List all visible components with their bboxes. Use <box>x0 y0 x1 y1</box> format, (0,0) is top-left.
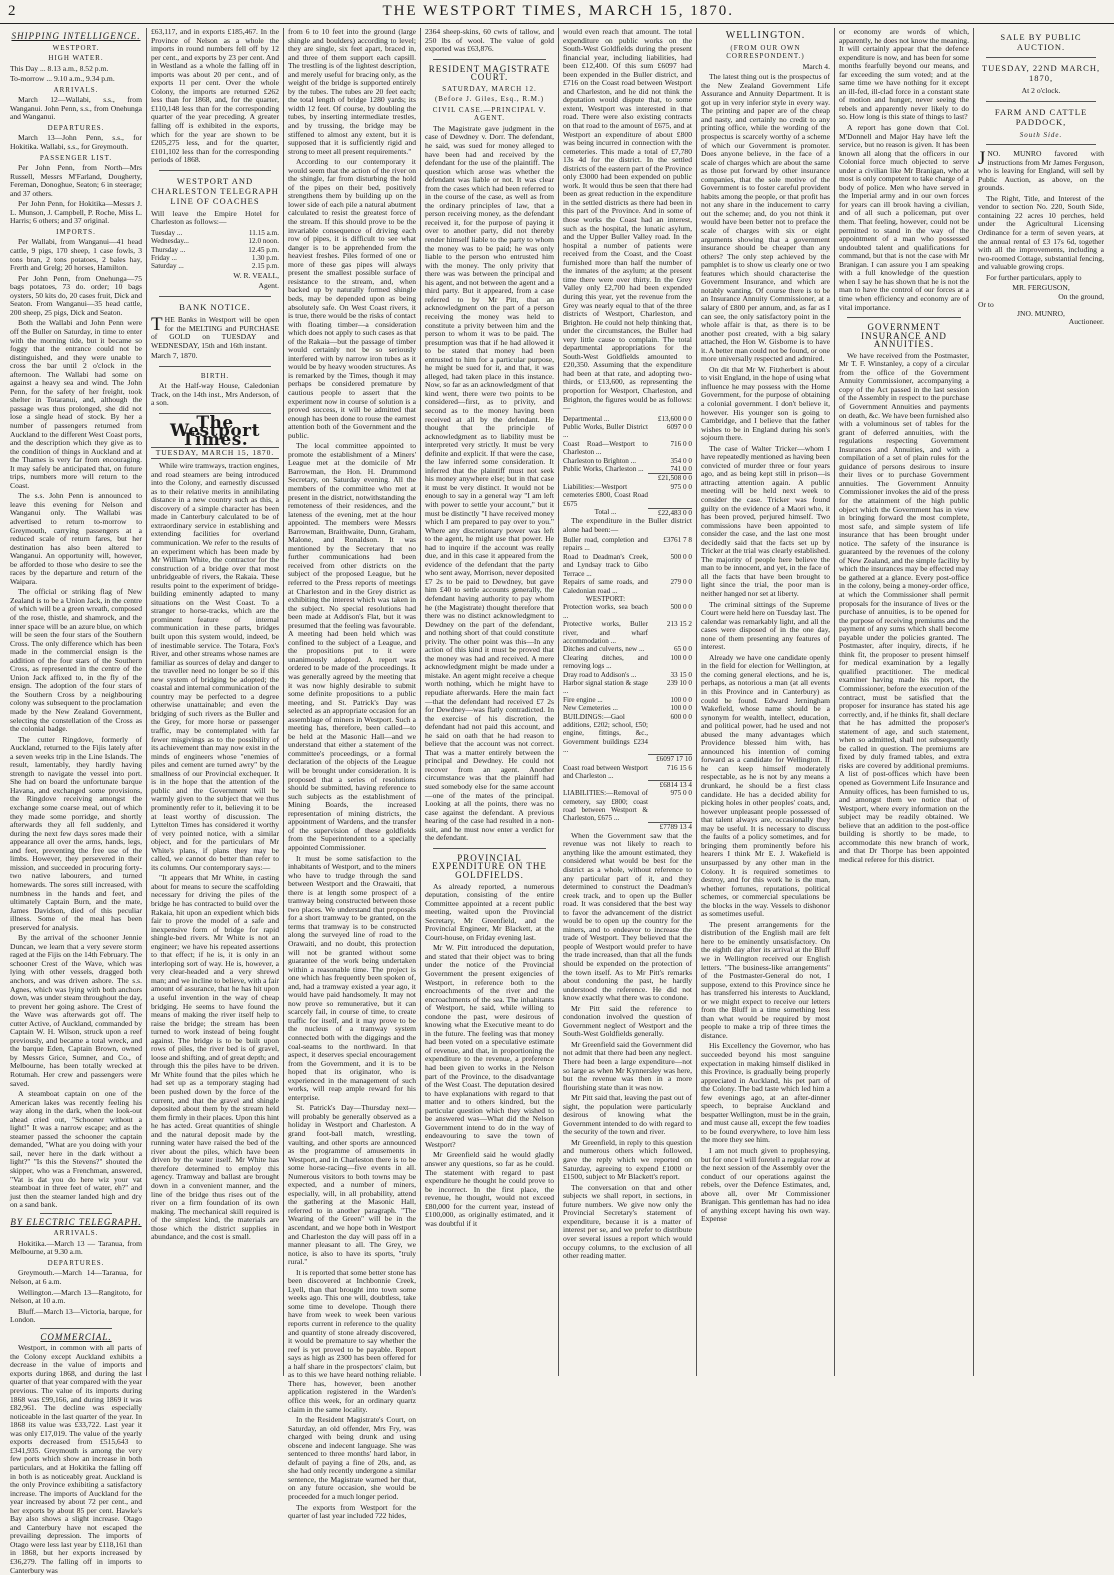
table-cell-amount: £21,508 0 0 <box>648 474 692 483</box>
timetable-day: Saturday ... <box>151 262 184 271</box>
news-para: St. Patrick's Day—Thursday next—will probably be generally observed as a holiday in Westport and Charleston. A grand foot-ball match, wrestling, vaulting, and other sports are announced as the programme of amusements in Westport, and in Charleston there is to be some horse-racing—five events in all. Numerous visitors to both towns may be expected, and a number of miners, especially, will, in all probability, attend the gathering at the Masonic Hall, referred to in another paragraph. "The Wearing of the Green" will be in the ascendant, and we hope both in Westport and Charleston the day will pass off in a manner pleasant to all. The Grey, we notice, is also to have its sports, "truly rural." <box>288 1103 416 1267</box>
table-cell-amount: £6097 17 10 <box>648 755 692 764</box>
news-para: The local committee appointed to promote the establishment of a Miners' League met at the domicile of Mr Barrowman, the Hon. H. Drummond Secretary, on Saturday evening. All the members of the committee who met at present in the district, notwithstanding the remoteness of their residences, and the lateness of the evening, met at the hour appointed. The members were Messrs Barrowman, Braithwaite, Dunn, Graham, Malone, and Ronaldson. It was mentioned by the Secretary that no further communications had been received from other districts on the subject of the proposed League, but he referred to the Press reports of meetings at Charleston and in the Grey district as exhibiting the interest which was taken in the subject. No special resolutions had been made at Addison's Flat, but it was presumed that the feeling was favourable. A meeting had been held which was confined to the subject of a League, and the propositions put to it were unanimously adopted. A report was ordered to be made of the proceedings. It was generally agreed by the meeting that it was now highly desirable to submit some definite propositions to a public meeting, and St. Patrick's Day was selected as an appropriate occasion for an assemblage of miners in Westport. Such a meeting has, therefore, been called—to be held at the Masonic Hall—and we understand that either a statement of the committee's proceedings, or a formal declaration of the objects of the League will be brought under consideration. It is proposed that a series of resolutions should be submitted, having reference to such subjects as the establishment of Mining Boards, the increased representation of mining districts, the appointment of Wardens, and the transfer of the supervision of these goldfields from the Superintendent to a specially appointed Commissioner. <box>288 441 416 852</box>
wellington-para: Already we have one candidate openly in the field for election for Wellington, at the coming general elections, and he is, perhaps, as notorious a man (at all events in this Province and in Canterbury) as could be found. Edward Jerningham Wakefield, whose name should be a synonym for wealth, intellect, education, and political power, had he used and not abused the many advantages which Providence blessed him with, has announced his intention of coming forward as a candidate for Wellington. If he can keep himself moderately respectable, as he is not by any means a drunkard, he should be a first class candidate. He has a decided ability for picking holes in other peoples' coats, and, however unpleasant people possessed of that talent always are, occasionally they may be useful. It is necessary to discuss the faults of a policy sometimes, and for bringing them prominently before his hearers I think Mr E. J. Wakefield is unsurpassed by any other man in the Colony. It is required sometimes to destroy, and for this work he is the man, whether fortunes, reputations, political schemes, or commercial speculations be the blocks in the way. Vessels to dishonor as sometimes useful. <box>701 652 830 919</box>
table-cell-label: Coast road between Westport and Charleston ... <box>563 763 648 780</box>
timetable-time: 12.0 noon. <box>248 237 279 246</box>
port-heading: WESTPORT. <box>52 43 100 52</box>
court-bench: (Before J. Giles, Esq., R.M.) <box>434 95 545 104</box>
coach-signature: W. R. VEALL, <box>233 270 279 280</box>
column-expenditure <box>558 28 696 1376</box>
table-row <box>563 679 692 696</box>
column-notices <box>146 28 283 1376</box>
insurance-para: We have received from the Postmaster, Mr T. F. Winstanley, a copy of a circular from the office of the Government Annuity Commissioner, accompanying a copy of the Act passed in the last session of the Assembly in respect to the purchase of Government Annuities and payments on death, &c. We have been furnished also with a voluminous set of tables for the grant of deferred annuities, with the regulations respecting Government Insurances and Annuities, and with a compilation of a set of plain rules for the guidance of persons desirous to insure their lives or to purchase Government annuities. The Government Annuity Commissioner invokes the aid of the press for the attainment of the high public object which the Government has in view in bringing forward the most complete, most safe, and simple system of life insurance that has been brought under notice. The safety of the insurance is guaranteed by the revenues of the colony of New Zealand, and the simple facility by which the insurances may be effected may be gathered at a glance. Every post-office in the colony, being a money-order office, at which the Commissioner shall permit proposals for the insurance of lives or the purchase of annuities, is to be opened for the purpose of receiving premiums and the payment of any sums which shall become payable under the policies granted. The Postmaster, after inquiry, directs, if he think fit, the proposer to present himself for medical examination by a legally qualified practitioner. The medical examiner having made his report, the Commissioner, before the execution of the contract, must be satisfied that the proposer for insurance has stated his age correctly, and, if he thinks fit, shall declare that he has admitted the proposer's statement of age, and such statement, when so admitted, shall not subsequently be called in question. The premiums are fixed by duly framed tables, and extra risks are covered by additional premiums. A list of post-offices which have been opened as Government Life Insurance and Annuity offices, has been furnished to us, and amongst them we notice that of Westport, where every information on the subject may be readily obtained. We believe that an addition to the post-office building is shortly to be made, to accommodate this new branch of work, and that Dr Thorpe has been appointed medical referee for this district. <box>839 350 969 864</box>
news-para: A steamboat captain on one of the American lakes was recently feeling his way along in the dark, when the look-out ahead cried out, "Schooner without a light!" It was a narrow escape; and as the steamer passed the schooner the captain demanded, "What are you doing with your sail, never here in the dark without a light?" "Is this the Stevens?" shouted the skipper, who was a Frenchman, answered, "Vat is dat you do here wiz your vat steamboat in three feet of water, eh?" and just then the steamer landed high and dry on a sand bank. <box>10 1089 142 1210</box>
news-para: The cutter Ringdove, formerly of Auckland, returned to the Fijis lately after a seven weeks trip in the Line Islands. The result, lamentably, they hardly having strength to navigate the vessel into port. She had on board the unfortunate barque Havana, and exchanged some provisions, the Ringdove receiving amongst the exchange some coarse meal, out of which they made some porridge, and shortly afterwards they all fell suddenly, and during the next few days sores made their appearance all over the arms, hands, legs, and feet, preventing the free use of the limbs. However, they persevered in their mission, and succeeded in procuring forty-two native labourers, and turned homewards. The sores still increased, with numbness in the hands and feet, and ultimately Captain Burn, and the mate, James Davidson, died of this peculiar illness. Some of the meal has been preserved for analysis. <box>10 734 142 932</box>
divider <box>40 1328 112 1329</box>
expenditure-para: Mr Greenfield said the Government did not admit that there had been any neglect. There had been a large expenditure—not so large as when Mr Kynnersley was here, but the revenue was then in a more flourishing state than it was now. <box>563 1039 692 1092</box>
table-cell-amount: 975 0 0 <box>670 482 692 491</box>
departures-heading: DEPARTURES. <box>47 123 105 132</box>
table-cell-amount: £3761 7 8 <box>663 536 692 545</box>
timetable-day: Wednesday... <box>151 237 189 246</box>
auction-contact-place: On the ground, <box>1058 291 1104 301</box>
table-row <box>563 465 692 474</box>
auction-title: FARM AND CATTLE PADDOCK, <box>994 106 1088 127</box>
divider <box>159 366 271 367</box>
expenditure-para: When the Government saw that the revenue was not likely to reach to anything like the amount estimated, they considered what would be best for the district as a whole, without reference to any particular part of it, and they determined to construct the Deadman's creek track, and to open up the Buller road. It was considered that the best way to favor the advancement of the district would be to open up the country for the miners, and to endeavor to increase the trade of Westport. They believed that the people of Westport would prefer to have the trade increased, than that all the funds should be expended on the protection of the town itself. As to Mr Pitt's remarks about condoning the past, he hardly understood the reference. He did not know exactly what there was to condone. <box>563 830 692 1003</box>
birth-heading: BIRTH. <box>200 371 230 380</box>
auction-text: For further particulars, apply to <box>986 272 1082 282</box>
bank-notice-body: HE Banks in Westport will be open for the MELTING and PURCHASE of GOLD on TUESDAY and WEDNESDAY, 15th and 16th instant. <box>151 314 279 350</box>
news-para: Both the Wallabi and John Penn were off the Buller on Saturday, in time to enter with the morning tide, but it became so foggy that the entrance could not be distinguished, and they were unable to cross the bar until 2 o'clock in the afternoon. The Wallabi had some on against a heavy sea and wind. The John Penn, for the safety of her freight, took shelter in Totaranui, and, although the passage was thus prolonged, she did not lose a single head of stock. By her a number of passengers returned from Auckland to the different West Coast ports, and the description which they give as to the condition of things in Auckland and at the Thames is very far from encouraging. It may safely be anticipated that, on future trips, numbers more will return to the Coast. <box>10 318 142 490</box>
table-row <box>563 440 692 457</box>
auction-contact-role: Auctioneer. <box>1068 317 1104 327</box>
shipping-heading: SHIPPING INTELLIGENCE. <box>11 31 141 41</box>
passenger-para: Per John Penn, for Hokitika—Messrs J. L. Munson, J. Campbell, P. Roche, Miss L. Harris; 6 others; and 37 original. <box>10 199 142 226</box>
table-cell-label: Public Works, Buller District ... <box>563 423 648 440</box>
bank-notice-title: BANK NOTICE. <box>179 301 251 312</box>
wellington-para: The latest thing out is the prospectus of the New Zealand Government Life Assurance and Annuity Department. It is got up in very inferior style in every way. The printing and paper are of the cheap and nasty, and certainly no credit to any printing office, while the wording of the prospectus is scarcely worthy of a scheme of which our Government is promoter. Does anyone believe, in the face of a scale of charges which are about the same as those put forward by other insurance companies, that the sole motive of the Government is to foster careful provident habits among the people, or that profit has not any share in the inducement to carry out the scheme; and, do you not think it would have been better not to preface the scale of charges with six or eight arguments showing that a government insurance should be cheaper than any others? The only step achieved by the pamphlet is to show us clearly one or two features which should characterise the Government Insurance, and which are notably wanting. Of course there is to be an Insurance Annuity Commissioner, at a salary of £800 per annum, and, as far as I can see, the only satisfactory point in the whole affair is that, as there is to be another post created, with a big salary attached, the Hon W. Gisborne is to have it. A better man could not be found, or one more universally respected and admired. <box>701 72 830 364</box>
table-cell-amount: £7789 13 4 <box>648 823 692 832</box>
wellington-date: March 4. <box>802 61 830 71</box>
dropcap: T <box>151 313 163 335</box>
column-auction <box>973 28 1108 1376</box>
commercial-text: Westport, in common with all parts of the Colony except Auckland exhibits a decrease in the value of imports and exports during 1868, and during the last quarter of that year compared with the year previous. The value of its imports during 1868 was £99,166, and during 1869 it was £82,961. The decline was especially noticeable in the last quarter of the year. In 1868 its value was £33,722. Last year it was only £17,019. The value of the yearly exports decreased from £515,643 to £341,935. Greymouth is among the very few ports which show an increase in both particulars, and at Hokitika the falling off in both is as noticeably great. Auckland is the only Province exhibiting a satisfactory increase. The imports of Auckland for the year increased by about 72 per cent., and her exports by about 85 per cent. Hawke's Bay also shows a slight increase. Otago and Canterbury have not escaped the prevailing depression. The imports of Otago were less last year by £118,161 than in 1868, but her exports increased by £36,279. The falling off in imports to Canterbury was <box>10 1343 142 1575</box>
masthead <box>0 0 1114 24</box>
table-cell-label: Protection works, sea beach ... <box>563 603 648 620</box>
insurance-heading: GOVERNMENT INSURANCE AND ANNUITIES. <box>861 322 947 350</box>
table-row <box>563 645 692 653</box>
table-row <box>563 553 692 578</box>
auction-date: TUESDAY, 22ND MARCH, 1870, <box>981 63 1101 83</box>
divider <box>986 101 1096 102</box>
imports-para: Per Wallabi, from Wanganui—41 head cattle, 9 pigs, 170 sheep, 1 case fowls, 3 tons bran, 2 tons potatoes, 2 bales hay, Frerth and Grelg; 20 horses, Hamilton. <box>10 237 142 273</box>
table-row <box>563 423 692 440</box>
provincial-para: As already reported, a numerous deputation, consisting of the entire Committee appointed at a recent public meeting, waited upon the Provincial Secretary, Mr Greenfield, and the Provincial Engineer, Mr Blackett, at the Court-house, on Friday evening last. <box>425 881 554 942</box>
table-row <box>563 654 692 671</box>
expenditure-para: Mr Greenfield, in reply to this question and numerous others which followed, gave the reply which we reported on Saturday, agreeing to expend £1000 or £1500, subject to Mr Blackett's report. <box>563 1137 692 1182</box>
table-cell-amount <box>648 595 692 603</box>
table-cell-label: Repairs of same roads, and Caledonian road ... <box>563 578 648 595</box>
provincial-para: Mr Greenfield said he would gladly answer any questions, so far as he could. The statement with regard to past expenditure he thought he could prove to be incorrect. In the first place, the revenue, he thought, would not exceed £80,000 for the current year, instead of £100,000, as originally estimated, and it was doubtful if it <box>425 1150 554 1228</box>
auction-text <box>978 150 1104 193</box>
tel-arrivals-text: Hokitika.—March 13 — Taranua, from Melbourne, at 9.30 a.m. <box>10 1238 142 1257</box>
page-number: 2 <box>8 3 17 19</box>
timetable-time: 2.15 p.m. <box>251 262 279 271</box>
bank-notice-date: March 7, 1870. <box>151 351 198 361</box>
wellington-heading: WELLINGTON. <box>725 30 806 41</box>
tel-departure: Bluff.—March 13—Victoria, barque, for London. <box>10 1306 142 1325</box>
divider <box>159 170 271 171</box>
tel-departure: Wellington.—March 13—Rangitoto, for Nelson, at 10 a.m. <box>10 1287 142 1306</box>
newspaper-columns <box>6 27 1108 1575</box>
expenditure-para: Mr Pitt said that, leaving the past out of sight, the population were particularly desirous of knowing what the Government intended to do with regard to the security of the town and river. <box>563 1093 692 1137</box>
timetable-day: Thursday ... <box>151 245 186 254</box>
table-cell-label: Dray road to Addison's ... <box>563 670 637 679</box>
court-date: SATURDAY, MARCH 12. <box>442 84 537 93</box>
timetable-time: 11.15 a.m. <box>248 228 279 237</box>
timetable-row <box>151 254 279 262</box>
table-cell-label: Coast Road—Westport to Charleston ... <box>563 439 648 457</box>
divider <box>433 59 546 60</box>
news-para: from 6 to 10 feet into the ground (large shingle and boulders) according to level; they are single, six feet apart, braced in, and three of them support each capsill. The trestling is of the lightest description, and merely useful for bracing only, as the weight of the bridge is supported entirely by the tubes. The tubes are 20 feet each; the total length of bridge 1280 yards; its width 12 feet. Of course, by doubling the tubes, by inserting intermediate trestles, and by trussing, the bridge may be stiffened to almost any extent, but it is supposed that it is sufficiently rigid and strong to meet all present requirements." <box>288 27 416 156</box>
timetable-day: Tuesday ... <box>151 228 183 237</box>
dropcap: J <box>978 148 986 170</box>
auction-or: Or to <box>978 300 994 310</box>
table-row <box>563 603 692 620</box>
table-row <box>563 483 692 508</box>
news-para: The exports from Westport for the quarter of last year included 722 hides, <box>288 1502 416 1521</box>
divider <box>433 848 546 849</box>
table-row <box>563 789 692 823</box>
expenditure-para: The expenditure in the Buller district alone had been:— <box>563 515 692 534</box>
table-cell-amount: 100 0 0 <box>670 653 692 662</box>
table-cell-amount: 716 0 0 <box>670 439 692 448</box>
table-cell-label: Public Works, Charleston ... <box>563 465 644 474</box>
tel-departure: Greymouth.—March 14—Taranua, for Nelson, at 6 a.m. <box>10 1268 142 1287</box>
editorial-para: "It appears that Mr White, in casting about for means to secure the scaffolding necessary for driving the piles of the bridge he has contracted to build over the Rakaia, hit upon an expedient which bids fair to prove the model of a safe and inexpensive form of bridge for rapid shingle-bed rivers. Mr White is not an engineer; we have his repeated assertions to that effect; if he is, it is only in an interloping sort of way. He is, however, a very clear-headed and a very shrewd man; and we incline to believe, with a fair amount of assurance, that he has hit upon a useful invention in the way of cheap bridging. He seems to have found the means of making the river itself help to raise the bridge; the stream has been turned to work instead of being fought against. The bridge is to be built upon rows of piles, the river bed is of gravel, loose and shifting, and of great depth; and through this the piles have to be driven. Mr White found that the piles which he had set up as a temporary staging had been pushed down by the force of the current, and that the gravel and shingle deposited about them by the stream held them firmly in their places. Upon this hint he has acted. Great quantities of shingle and the natural deposit made by the running water have raised the bed of the river about the piles, which have been driven by the water itself. Mr White has therefore determined to employ this agency. Tramway and ballast are brought down in a convenient manner, and the line of the bridge thus rises out of the river on a firm foundation of its own making. The mechanical skill required is of the simplest kind, the materials are those which the district supplies in abundance, and the cost is small. <box>151 873 279 1242</box>
wellington-para: The case of Walter Tricker—whom I have repeatedly mentioned as having been convicted of murder three or four years ago, and as being kept still in prison—is attracting attention again. A public meeting will be held next week to consider the case. Tricker was found guilty on the evidence of a Maori who, it has been proved, perjured himself. Two commissions have been appointed to consider the case, and the last one most decidedly said that the facts set up by Tricker at the trial was clearly established. The majority of people here believe the man to be innocent, and yet, in the face of all the facts that have been brought to light since the trial, the poor man is neither hanged nor set at liberty. <box>701 443 830 598</box>
news-para: The s.s. John Penn is announced to leave this evening for Nelson and Wanganui only. The Wallabi was advertised to return to-morrow to Greymouth, carrying passengers at a reduced scale of return fares, but her destination has also been altered to Wanganui. An opportunity will, however, be afforded to those who desire to see the races by the departure and return of the Waipara. <box>10 491 142 586</box>
coach-timetable <box>151 229 279 271</box>
column-insurance <box>834 28 973 1376</box>
auction-time: At 2 o'clock. <box>1021 86 1061 95</box>
table-row <box>563 696 692 704</box>
table-row <box>563 671 692 679</box>
arrivals-heading: ARRIVALS. <box>53 85 99 94</box>
table-cell-label: Road to Deadman's Creek, and Lyndsay track to Gibo Terrace ... <box>563 552 648 578</box>
departures-text: March 13—John Penn, s.s., for Hokitika. Wallabi, s.s., for Greymouth. <box>10 133 142 152</box>
wellington-para: The criminal sittings of the Supreme Court were held here on Tuesday last. The calendar was remarkably light, and all the cases were disposed of in the one day, none of them presenting any features of interest. <box>701 599 830 652</box>
column-local-news <box>283 27 420 1521</box>
column-wellington <box>696 28 834 1376</box>
table-cell-amount: 500 0 0 <box>670 552 692 561</box>
timetable-row <box>151 262 279 270</box>
expenditure-para: Mr Pitt said the reference to condonation involved the question of Government neglect of Westport and the South-West Goldfields generally. <box>563 1003 692 1039</box>
divider <box>40 1213 112 1214</box>
court-heading: RESIDENT MAGISTRATE COURT. <box>428 63 551 83</box>
table-cell-amount: £13,600 0 0 <box>657 414 692 423</box>
news-para: It must be some satisfaction to the inhabitants of Westport, and to the miners who have to trudge through the sand between Westport and the Orawaiti, that there is at length some prospect of a tramway being constructed between those two places. We understand that proposals for a short tramway to be granted, on the terms that tramway is to be constructed along the surveyed line of road to the Orawaiti, and no doubt, this protection will not be granted without some guarantee of the work being undertaken within a reasonable time. The project is one which has frequently been spoken of, and, had a tramway existed a year ago, it would have paid handsomely. It may not now prove so remunerative, but it can scarcely fail, in course of time, to create traffic for itself, and it may prove to be the nucleus of a tramway system connected both with the diggings and the coal-seams to the northward. In that aspect, it deserves special encouragement from the Government, and it is to be hoped that its originator, who is experienced in the management of such works, will reap ample reward for his enterprise. <box>288 853 416 1102</box>
table-cell-label: WESTPORT: <box>585 594 626 603</box>
table-subtotal <box>563 755 692 764</box>
news-para: According to our contemporary it would seem that the action of the river on the shingle, far from disturbing the hold of the pipes on their bed, positively strengthens them by building up on the lower side of each pile a natural abutment calculated to resist the greatest force of the stream. If this should prove to be the invariable consequence of driving each row of pipes, it is difficult to see what danger is to be apprehended from the heaviest freshes. Piles formed of one or more of these gas pipes will always present the smallest possible surface of resistance to the stream, and, when backed up by naturally formed shingle beds, may be depended upon as being absolutely safe. On West Coast rivers, it is true, there would be the risks of contact with floating timber—a consideration which does not apply to such cases as that of the Rakaia—but the passage of timber would certainly not be so seriously interfered with by narrow iron tubes as it would be by heavy wooden structures. As is remarked by the Times, though it may perhaps be considered premature by cautious people to assert that the experiment now in course of solution is a proved success, it will be admitted that enough has been done to rouse the earnest attention both of the Government and the public. <box>288 157 416 440</box>
table-row <box>563 595 692 603</box>
table-cell-amount: 33 15 0 <box>670 670 692 679</box>
news-para: By the arrival of the schooner Jennie Duncan, we learn that a very severe storm raged at the Fijis on the 14th February. The schooner Crest of the Wave, which was lying with other vessels, dragged both anchors, and was driven ashore. The s.s. Agnes, which was lying with both anchors down, was under steam throughout the day, to prevent her going ashore. The Crest of the Wave was afterwards got off. The cutter Active, of Auckland, commanded by Captain W. H. Wilson, struck upon a reef previously, and became a total wreck, and the barque Eden, Captain Brown, owned by Messrs Grice, Sumner, and Co., of Melbourne, has been totally wrecked at Rotumah. Her crew and passengers were saved. <box>10 933 142 1088</box>
telegraph-heading: BY ELECTRIC TELEGRAPH. <box>10 1216 142 1227</box>
tel-arrivals-heading: ARRIVALS. <box>53 1229 99 1238</box>
column-court <box>420 28 558 1376</box>
correspondent-line: (FROM OUR OWN CORRESPONDENT.) <box>726 43 805 61</box>
table-cell-amount: 213 15 2 <box>666 620 692 629</box>
table-cell-label: Protective works, Buller river, and wharf accommodation ... <box>563 620 648 645</box>
expenditure-para: The conversation on that and other subjects we shall report, in sections, in future numbers. We give now only the Provincial Secretary's statement of expenditure, because it is a matter of interest per se, and we prefer to distribute over several issues a report which would occupy columns, to the exclusion of all other reading matter. <box>563 1182 692 1261</box>
table-cell-amount: £6814 13 4 <box>648 780 692 789</box>
page-title: THE WESTPORT TIMES, MARCH 15, 1870. <box>382 3 735 19</box>
wellington-para: or economy are words of which, apparently, he does not know the meaning. It will certainly appear that the defence expenditure is now, and has been for some months fearfully beyond our means, and far exceeding the sum voted; and at the same time we have nothing for it except an ill-fed, ill-clad force in a constant state of motion and hunger, never seeing the rebels and apparently never likely to do so. How long is this state of things to last? <box>839 27 969 122</box>
auction-contact: MR. FERGUSON, <box>1012 283 1070 293</box>
table-cell-amount: 500 0 0 <box>670 603 692 612</box>
table-row <box>563 457 692 465</box>
timetable-row <box>151 246 279 254</box>
imports-para: Per John Penn, from Onehunga—75 bags potatoes, 73 do. order; 10 bags oysters, 50 kits do, 20 cases fruit, Dick and Seaton. From Wanganui—35 head cattle, 200 sheep, 25 pigs, Dick and Seaton. <box>10 273 142 317</box>
high-water-line: To-morrow ... 9.10 a.m., 9.34 p.m. <box>10 74 115 84</box>
table-cell-label: Liabilities:—Westport cemeteries £800, Coast Road £675 <box>563 482 648 508</box>
table-cell-amount: £22,483 0 0 <box>648 508 692 517</box>
table-row <box>563 620 692 645</box>
table-subtotal <box>563 780 692 789</box>
bank-notice-text <box>151 313 279 350</box>
table-cell-label: LIABILITIES:—Removal of cemetery, say £800; coast road between Westport & Charleston, £675 ... <box>563 789 648 823</box>
court-case-title: CIVIL CASE.—PRINCIPAL V. AGENT. <box>432 105 547 123</box>
table-cell-label: Harbor signal station & stage ... <box>563 678 648 696</box>
timetable-time: 1.30 p.m. <box>251 254 279 263</box>
table-cell-amount: 100 0 0 <box>670 695 692 704</box>
commercial-heading: COMMERCIAL. <box>40 1331 112 1342</box>
table-row <box>563 713 692 755</box>
wellington-para: On dit that Mr W. Fitzherbert is about to visit England, in the hope of using what influence he may possess with the Home Government, for the purpose of obtaining a colonial government. I don't believe it, however. His younger son is going to Cambridge, and I believe that the father wishes to be in England during his son's sojourn there. <box>701 364 830 443</box>
court-para: The Magistrate gave judgment in the case of Dewdney v. Dorr. The defendant, he said, was sued for money alleged to have been had and received by the defendant for the use of the plaintiff. The question which arose was whether the defendant was liable or not. It was clear from the cases which had been referred to in the course of the case, as well as from the ordinary principles of law, that a person receiving money, as the defendant received it, for the purpose of paying it over to another party, did not thereby render himself liable to the party to whom the money was to be paid; he was only liable to the person who entrusted him with the money. The only privity that there was was between the principal and his agent, and not between the agent and a third party. But it appeared, from a case referred to by Mr Pitt, that an acknowledgment on the part of a person receiving the money was held to constitute a privity between him and the person to whom it was to be paid. The presumption was that if he had allowed it to be stated that money had been entrusted to him for a particular purpose, he might be sued for it, and that, it was alleged, had taken place in this instance. Now, so far as an acknowledgment of that kind went, there were two points to be considered—first, as to privity, and second as to the money having been received at all by the defendant. He thought that the principle of acknowledgment as to liability must be interpreted very strictly. It must be very definite and explicit. If that were the case, the law inferred some consideration. It inferred that the plaintiff must not seek his money anywhere else; but in that case it must be very distinct. It would not be enough to say in a general way "I am left with power to settle your account," but it must be distinctly "I have received money which I am prepared to pay over to you." Where any discretionary power was left to the agent, he might use that power. He had to inquire if the account was really due, and in this case it appeared from the evidence of the defendant that the party who sent away, Morrison, never deposited £7 2s to be paid to Dewdney, but gave him £40 to settle accounts generally, the defendant having authority to pay whom he (the Magistrate) thought therefore that there was no distinct acknowledgment to Dewdney on the part of the defendant, and nothing short of that could constitute privity. The other point was this—In any action of this kind it must be proved that the money was had and received. A mere acknowledgment might be made under a mistake. An agent might receive a cheque worth nothing, which he might have to repudiate afterwards. Here the main fact—that the defendant had received £7 2s for Dewdney—was flatly contradicted. In the exercise of his discretion, the defendant had not paid this account, and he said on oath that he had reason to believe that the account was not correct. That was a matter entirely between the principal and Dewdney. He could not recover from an agent. Another circumstance was that the plaintiff had sued somebody else for the same account—one of the mates of the principal. Looking at all the points, there was no case against the defendant. A previous hearing of the case had resulted in a non-suit, and he must now enter a verdict for the defendant. <box>425 123 554 843</box>
table-cell-label: Clearing ditches, and removing logs ... <box>563 653 648 671</box>
passenger-heading: PASSENGER LIST. <box>39 153 113 162</box>
auction-body: NO. MUNRO favored with instructions from Mr James Ferguson, who is leaving for England, will sell by Public Auction, as above, on the grounds. <box>978 149 1104 193</box>
provincial-para: Mr W. Pitt introduced the deputation, and stated that their object was to bring under the notice of the Provincial Government the present exigencies of Westport, in reference both to the encroachments of the river and the encroachments of the sea. The inhabitants of Westport, he said, while willing to condone the past, were desirous of knowing what the Executive meant to do in the future. The feeling was that money had been voted on a speculative estimate of revenue, and that, in proportioning the expenditure to the revenue, a preference had been given to works in the Nelson part of the Province, to the disadvantage of the West Coast. The deputation desired to have explanations with regard to that matter and to others kindred, but the particular question which they wished to be answered was—What did the Nelson Government intend to do in the way of endeavouring to save the town of Westport? <box>425 943 554 1149</box>
table-cell-amount: 600 0 0 <box>670 712 692 721</box>
arrivals-text: March 12—Wallabi, s.s., from Wanganui. John Penn, s.s., from Onehunga and Wanganui. <box>10 95 142 122</box>
birth-text: At the Half-way House, Caledonian Track, on the 14th inst., Mrs Anderson, of a son. <box>151 381 279 408</box>
wellington-para: A report has gone down that Col. M'Donnell and Major Hay have left the service, but no reason is given. It has been known all along that the officers in our Colonial force much objected to serve under a civilian like Mr Branigan, who at most is only competent to take charge of a body of police. Men who have served in the Imperial army and in our own forces for years can ill brook having a civilian, and of all such a policeman, put over them. That feeling, however, could not be permitted to stand in the way of the appointment of a man who possessed undoubted talent and qualifications for command, but that is not the case with Mr Branigan. I can assure you I am speaking with a full knowledge of the question when I say he has shown that he is not the man to have the control of our forces at a time when efficiency and economy are of vital importance. <box>839 123 969 312</box>
high-water-line: This Day ... 8.13 a.m., 8.52 p.m. <box>10 63 109 73</box>
table-row <box>563 536 692 553</box>
wellington-para: The present arrangements for the distribution of the English mail are felt here to be eminently unsatisfactory. On the eighth day after its arrival at the Bluff we in Wellington received our English letters. "The business-like arrangements" of the Postmaster-General do not, I suppose, extend to this Province since he has transferred his interests to Auckland, or we might expect to receive our letters from the Bluff in a time something less than what would be required by most people to make a trip of three times the distance. <box>701 919 830 1040</box>
table-cell-label: New Cemeteries ... <box>563 704 618 713</box>
commercial-cont: £63,117, and in exports £185,467. In the Province of Nelson as a whole the imports in round numbers fell off by 12 per cent., and exports by 23 per cent. And in Westland as a whole the falling off in imports was about 20 per cent., and of exports 11 per cent. Over the whole Colony, the imports are returned £262 less than for 1868, and, for the quarter, £110,148 less than for the corresponding quarter of the year preceding. A greater falling off is exhibited in the exports, which for the year are shown to be £205,275 less, and for the quarter, £101,102 less than for the corresponding periods of 1868. <box>151 27 279 165</box>
table-cell-amount: 716 15 6 <box>666 763 692 772</box>
table-cell-amount: 65 0 0 <box>674 645 692 654</box>
exports-cont: 2364 sheep-skins, 60 cwts of tallow, and 250 lbs of wool. The value of gold exported was £63,876. <box>425 27 554 54</box>
table-cell-amount: 354 0 0 <box>670 456 692 465</box>
timetable-day: Friday ... <box>151 254 177 263</box>
table-cell-amount: 100 0 0 <box>670 704 692 713</box>
coach-advert-title: WESTPORT AND CHARLESTON TELEGRAPH LINE OF COACHES <box>151 175 279 206</box>
provincial-heading: PROVINCIAL EXPENDITURE ON THE GOLDFIELDS. <box>432 852 547 880</box>
tel-departures-heading: DEPARTURES. <box>47 1258 105 1267</box>
table-row <box>563 578 692 595</box>
wellington-para: I am not much given to prophesying, but for once I will foretell a regular row at the next session of the Assembly over the conduct of our operations against the rebels, over the Defence Estimates, and, above all, over Mr Commissioner Branigan. This gentleman has had no idea of anything except having his own way. Expense <box>701 1146 830 1224</box>
table-row <box>563 764 692 781</box>
imports-heading: IMPORTS. <box>56 227 96 236</box>
coach-intro: Will leave the Empire Hotel for Charleston as follows:— <box>151 208 279 227</box>
high-water-heading: HIGH WATER. <box>48 54 104 63</box>
passenger-para: Per John Penn, from North—Mrs Russell, Messrs M'Farland, Dougherty, Fereman, Donoghue, Seaton; 6 in steerage; and 37 others. <box>10 163 142 198</box>
divider <box>847 317 961 318</box>
column-shipping <box>6 28 146 1575</box>
auction-place: South Side. <box>1019 130 1063 139</box>
table-cell-amount: 279 0 0 <box>670 578 692 587</box>
divider <box>986 57 1096 58</box>
auction-heading: SALE BY PUBLIC AUCTION. <box>1000 32 1082 52</box>
divider <box>159 296 271 297</box>
editorial-para: While wire tramways, traction engines, and road steamers are being introduced into the Colony, and earnestly discussed as to their relative merits in annihilating distance in a new country such as this, a discovery of a simple character has been made in Canterbury calculated to be of extraordinary service in establishing and extending facilities for overland communication. We refer to the results of an experiment which has been made by Mr William White, the contractor for the construction of a bridge over that most unbridgeable of rivers, the Rakaia. These results point to the experiment of bridge-building eminently adapted to many situations on the West Coast. To a stranger to horse-tracks, which are the prominent feature of internal communication in these parts, bridges built upon this system would, indeed, be of inestimable service. The Totara, Fox's River, and other streams whose names are familiar as sources of delay and danger to the traveller need no longer be so if this new system of bridging be adopted; the coastal and internal communication of the country may be perfected to a degree otherwise unattainable; and even the bridging of such rivers as the Buller and the Grey, for more horse or passenger traffic, may be contemplated with far fewer misgivings as to the possibility of its achievement than may now exist in the minds of engineers whose "enemies of piles and cement are turned awry" by the smallness of our Provincial exchequer. It is in the hope that the attention of the public and the Government will be warmly given to the subject that we thus prominently refer to it, believing it to be at least worthy of discussion. The Lyttelton Times has considered it worthy of very pointed notice, with a similar object, and for the particulars of Mr White's plans, if plans they may be called, we cannot do better than refer to its columns. Our contemporary says:— <box>151 461 279 872</box>
table-cell-amount: 741 0 0 <box>670 465 692 474</box>
wellington-para: His Excellency the Governor, who has succeeded beyond his most sanguine expectation in making himself disliked in this Province, is gradually being properly appreciated in Auckland, his pet part of the Colony. The bad taste which led him a few evenings ago, at an after-dinner speech, to bepraise Auckland and bespatter Wellington, must be in the grain, and must cause all, except the few toadies to be found everywhere, to love him less the more they see him. <box>701 1041 830 1145</box>
expenditure-table <box>563 415 692 517</box>
table-cell-amount: 975 0 0 <box>670 789 692 798</box>
news-para: It is reported that some better stone has been discovered at Inchbonnie Creek, Lyell, than that brought into town some weeks ago. This one will, doubtless, take some time to develope. Though there have from week to week been various reports current in reference to the quality and quantity of stone already discovered, it would be premature to say whether the reef is yet proved to be payable. Report says as high as 2300 has been offered for a half share in the prospectors' claim, but as to this we have heard nothing reliable. There has, however, been another application registered in the Warden's office this week, for an ordinary quartz claim in the same locality. <box>288 1267 416 1414</box>
paper-date: TUESDAY, MARCH 15, 1870. <box>151 447 279 460</box>
timetable-time: 12.45 p.m. <box>248 245 279 254</box>
news-para: The official or striking flag of New Zealand is to be a Union Jack, in the centre of which will be a green wreath, composed of the rose, thistle, and shamrock, and the inner space will be an azure blue, on which will be seen the four stars of the Southern Cross. The only difference which has been made in the commercial ensign is the addition of the four stars of the Southern Cross, as represented in the centre of the Union Jack affixed to, in the fly of the ensign. The adoption of the four stars of the Southern Cross by a neighbouring colony was subsequent to the proclamation made by the New Zealand Government, selecting the constellation of the Cross as the colonial badge. <box>10 587 142 734</box>
table-cell-amount: 6097 0 0 <box>666 423 692 432</box>
table-cell-amount: 239 10 0 <box>666 678 692 687</box>
table-cell-label: BUILDINGS:—Gaol additions, £202; school, £50; engine, fittings, &c., Government buildings £234 ... <box>563 712 648 755</box>
table-cell-label: Ditches and culverts, new ... <box>563 645 645 654</box>
expenditure-para: would even reach that amount. The total expenditure on public works on the South-West Goldfields during the present financial year, including liabilities, had been £12,400. Of this sum £6097 had been expended in the Buller district, and £716 on the Coast road between Westport and Charleston, and he did not think the deputation would dispute that, to some extent, Westport was interested in that road. There were also existing contracts on that road to the amount of £675, and at Westport an expenditure of about £800 was being incurred in connection with the cemeteries. This made a total of £7,780 13s 4d for the district. In the settled districts of the eastern part of the Province only £3000 had been expended on public work. It would thus be seen that there had been as great reduction in the expenditure in the settled districts as there had been in this part of the Province. And in some of those works the Coast had an interest, such as the hospital, the lunatic asylum, and the Upper Buller Valley road. In the hospital a number of patients were received from the Coast, and the Coast furnished more than half the number of the inmates of the asylum; at the present time there were over thirty. In the Grey Valley only £2,700 had been expended during this year, yet the revenue from the Grey was nearly equal to that of the three districts of Westport, Charleston, and Brighton. He could not help thinking that, under the circumstances, the Buller had very little cause to complain. The total departmental appropriations for the South-West Goldfields amounted to £20,350. Assuming that the expenditure had been at that rate, and adopting two-thirds, or £13,600, as representing the proportion for Westport, Charleston, and Brighton, the figures would be as follows:— <box>563 27 692 413</box>
timetable-row <box>151 237 279 245</box>
table-cell-label: Charleston to Brighton ... <box>563 456 637 465</box>
table-row <box>563 415 692 423</box>
table-row <box>563 704 692 712</box>
table-cell-label: Buller road, completion and repairs ... <box>563 536 648 553</box>
auction-text: The Right, Title, and Interest of the vendor to section No. 220, South Side, containing 22 acres 10 perches, held under the Agricultural Licensing Ordinance for a term of seven years, at the annual rental of £3 17s 6d, together with all the improvements, including a two-roomed Cottage, substantial fencing, and valuable growing crops. <box>978 193 1104 272</box>
timetable-row <box>151 229 279 237</box>
table-cell-label: Fire engine ... <box>563 695 603 704</box>
divider <box>986 144 1096 145</box>
auction-contact: JNO. MUNRO, <box>1017 308 1065 318</box>
buller-expenditure-table <box>563 536 692 832</box>
news-para: In the Resident Magistrate's Court, on Saturday, an old offender, Mrs Fry, was charged with being drunk and using obscene and indecent language. She was sentenced to three months' hard labor, in default of paying a fine of 20s, and, as she had only recently undergone a similar sentence, the Magistrate warned her that, on any future occasion, she would be proceeded for a much longer period. <box>288 1415 416 1501</box>
table-cell-label: Departmental ... <box>563 414 610 423</box>
table-subtotal <box>563 474 692 483</box>
table-cell-label: Total ... <box>594 508 617 517</box>
paper-nameplate: The Westport Times. <box>170 412 260 450</box>
coach-signature-role: Agent. <box>258 281 279 291</box>
